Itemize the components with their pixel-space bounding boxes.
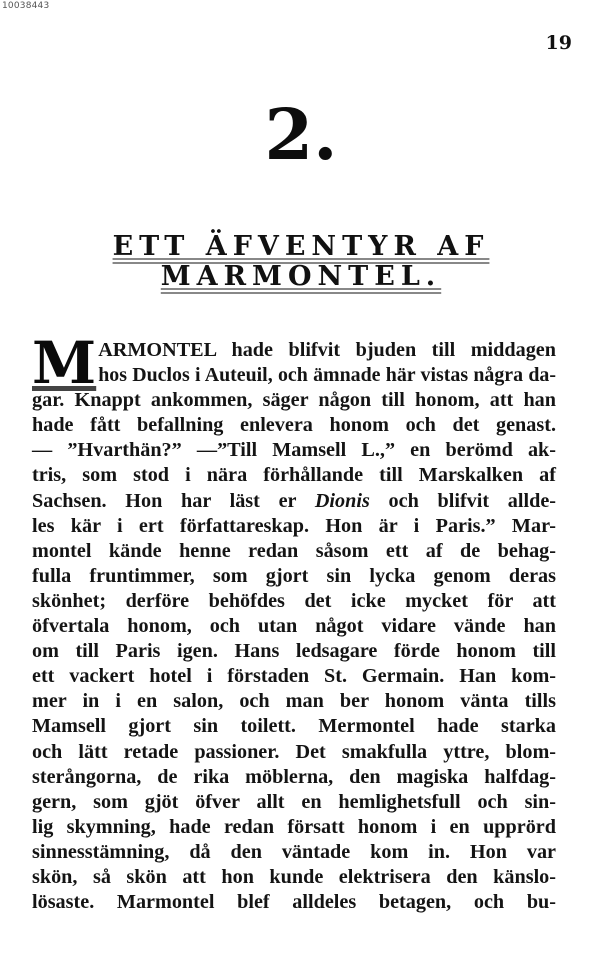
chapter-title: [0, 232, 602, 292]
body-line-7-end: och blifvit allde-: [388, 489, 557, 512]
body-line-4: hade fått befallning enlevera honom och det genast.: [32, 414, 556, 437]
chapter-title-line-1: ETT ÄFVENTYR AF: [112, 231, 490, 262]
body-line-14: ett vackert hotel i förstaden St. Germain. Han kom-: [32, 665, 556, 688]
body-line-1: ARMONTEL hade blifvit bjuden till middagen: [98, 339, 556, 361]
body-line-23: lösaste. Marmontel blef alldeles betagen, och bu-: [32, 891, 556, 914]
body-line-21: sinnesstämning, då den väntade kom in. Hon var: [32, 840, 556, 863]
body-line-16: Mamsell gjort sin toilett. Mermontel hade starka: [32, 715, 556, 738]
drop-cap: M: [32, 329, 97, 397]
body-line-3: gar. Knappt ankommen, säger någon till honom, att han: [32, 389, 556, 412]
body-line-5: — ”Hvarthän?” —”Till Mamsell L.,” en berömd ak-: [32, 439, 556, 462]
body-line-11: skönhet; derföre behöfdes det icke mycket för att: [32, 589, 556, 612]
body-line-20: lig skymning, hade redan försatt honom i en upprörd: [32, 815, 556, 838]
page-id: 10038443: [2, 1, 50, 11]
body-line-22: skön, så skön att hon kunde elektrisera den känslo-: [32, 865, 556, 888]
title-dionis: Dionis: [314, 489, 370, 512]
body-line-2: hos Duclos i Auteuil, och ämnade här vistas några da-: [98, 364, 556, 387]
body-line-17: och lätt retade passioner. Det smakfulla yttre, blom-: [32, 740, 556, 763]
body-line-7-start: Sachsen. Hon har läst er: [32, 489, 297, 512]
chapter-title-line-2: MARMONTEL.: [160, 261, 442, 293]
body-text: [32, 329, 557, 915]
body-line-15: mer in i en salon, och man ber honom vänta tills: [32, 690, 556, 713]
body-line-10: fulla fruntimmer, som gjort sin lycka genom deras: [32, 564, 556, 587]
body-line-12: öfvertala honom, och utan något vidare vände han: [32, 615, 556, 638]
page-number: 19: [545, 32, 572, 54]
body-line-13: om till Paris igen. Hans ledsagare förde honom till: [32, 640, 556, 663]
body-line-9: montel kände henne redan såsom ett af de behag-: [32, 539, 556, 562]
body-line-18: sterångorna, de rika möblerna, den magiska halfdag-: [32, 765, 556, 788]
body-line-8: les kär i ert författareskap. Hon är i Paris.” Mar-: [32, 514, 556, 537]
body-line-19: gern, som gjöt öfver allt en hemlighetsfull och sin-: [32, 790, 556, 813]
body-line-6: tris, som stod i nära förhållande till Marskalken af: [32, 464, 556, 487]
chapter-number: 2.: [264, 93, 338, 176]
body-line-7: [32, 489, 556, 514]
